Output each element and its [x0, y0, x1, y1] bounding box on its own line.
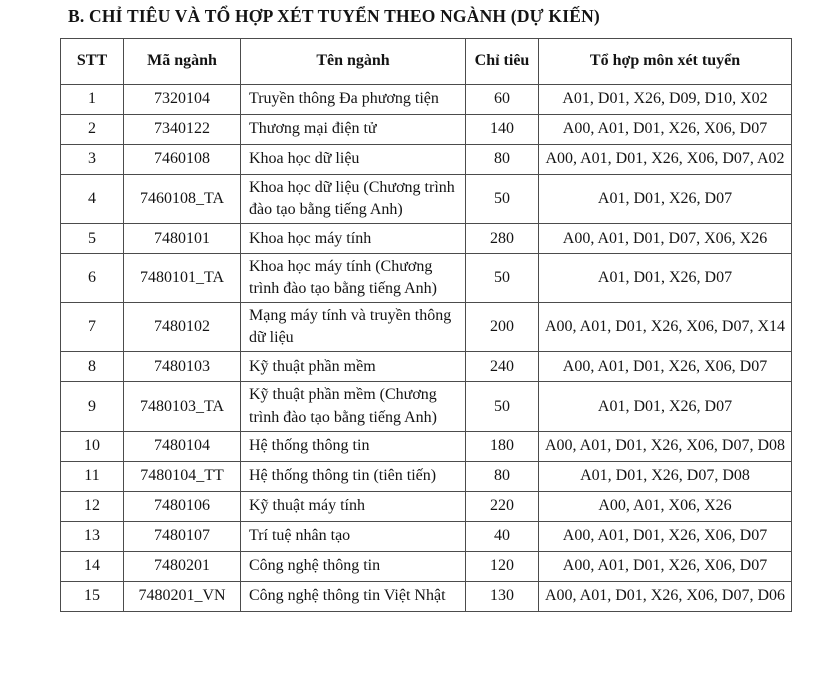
cell-combos: A00, A01, X06, X26: [539, 491, 792, 521]
cell-combos: A00, A01, D01, X26, X06, D07, D08: [539, 431, 792, 461]
cell-combos: A00, A01, D01, X26, X06, D07: [539, 115, 792, 145]
cell-major-name: Kỹ thuật phần mềm (Chương trình đào tạo bằng tiếng Anh): [241, 382, 466, 431]
cell-major-code: 7480201_VN: [124, 581, 241, 611]
cell-stt: 13: [61, 521, 124, 551]
cell-combos: A00, A01, D01, X26, X06, D07, D06: [539, 581, 792, 611]
header-major-name: Tên ngành: [241, 39, 466, 85]
cell-quota: 130: [466, 581, 539, 611]
cell-combos: A00, A01, D01, X26, X06, D07, A02: [539, 145, 792, 175]
cell-major-name: Hệ thống thông tin: [241, 431, 466, 461]
table-row: [61, 303, 792, 352]
table-row: [61, 145, 792, 175]
cell-major-name: Mạng máy tính và truyền thông dữ liệu: [241, 303, 466, 352]
cell-combos: A01, D01, X26, D07, D08: [539, 461, 792, 491]
cell-combos: A00, A01, D01, X26, X06, D07: [539, 551, 792, 581]
cell-major-code: 7480107: [124, 521, 241, 551]
table-row: [61, 382, 792, 431]
table-row: [61, 491, 792, 521]
table-row: [61, 224, 792, 254]
cell-stt: 9: [61, 382, 124, 431]
cell-major-name: Kỹ thuật máy tính: [241, 491, 466, 521]
cell-stt: 15: [61, 581, 124, 611]
cell-stt: 6: [61, 254, 124, 303]
header-combos: Tổ hợp môn xét tuyển: [539, 39, 792, 85]
cell-combos: A00, A01, D01, D07, X06, X26: [539, 224, 792, 254]
table-row: [61, 254, 792, 303]
cell-major-code: 7460108: [124, 145, 241, 175]
cell-stt: 1: [61, 85, 124, 115]
cell-major-code: 7480106: [124, 491, 241, 521]
cell-major-name: Kỹ thuật phần mềm: [241, 352, 466, 382]
cell-combos: A01, D01, X26, D07: [539, 254, 792, 303]
cell-quota: 120: [466, 551, 539, 581]
cell-quota: 180: [466, 431, 539, 461]
cell-major-name: Thương mại điện tử: [241, 115, 466, 145]
cell-quota: 200: [466, 303, 539, 352]
header-row: [61, 39, 792, 85]
cell-quota: 140: [466, 115, 539, 145]
cell-major-code: 7340122: [124, 115, 241, 145]
table-row: [61, 115, 792, 145]
cell-stt: 12: [61, 491, 124, 521]
cell-major-name: Khoa học dữ liệu: [241, 145, 466, 175]
cell-major-code: 7480104: [124, 431, 241, 461]
cell-quota: 80: [466, 145, 539, 175]
table-row: [61, 551, 792, 581]
cell-stt: 3: [61, 145, 124, 175]
cell-quota: 50: [466, 254, 539, 303]
cell-major-name: Khoa học máy tính (Chương trình đào tạo bằng tiếng Anh): [241, 254, 466, 303]
section-title: B. CHỈ TIÊU VÀ TỔ HỢP XÉT TUYỂN THEO NGÀNH (DỰ KIẾN): [68, 6, 600, 26]
cell-stt: 10: [61, 431, 124, 461]
table-row: [61, 521, 792, 551]
table-row: [61, 175, 792, 224]
cell-stt: 11: [61, 461, 124, 491]
cell-major-name: Khoa học dữ liệu (Chương trình đào tạo bằng tiếng Anh): [241, 175, 466, 224]
cell-combos: A00, A01, D01, X26, X06, D07, X14: [539, 303, 792, 352]
cell-stt: 4: [61, 175, 124, 224]
header-stt: STT: [61, 39, 124, 85]
cell-stt: 2: [61, 115, 124, 145]
cell-major-code: 7480103: [124, 352, 241, 382]
cell-stt: 5: [61, 224, 124, 254]
cell-major-code: 7480102: [124, 303, 241, 352]
cell-quota: 240: [466, 352, 539, 382]
cell-major-code: 7480101: [124, 224, 241, 254]
cell-quota: 40: [466, 521, 539, 551]
table-row: [61, 85, 792, 115]
table-row: [61, 581, 792, 611]
table-row: [61, 352, 792, 382]
cell-combos: A01, D01, X26, D07: [539, 382, 792, 431]
cell-major-name: Công nghệ thông tin: [241, 551, 466, 581]
cell-stt: 7: [61, 303, 124, 352]
cell-major-name: Truyền thông Đa phương tiện: [241, 85, 466, 115]
table-row: [61, 431, 792, 461]
cell-major-name: Trí tuệ nhân tạo: [241, 521, 466, 551]
cell-quota: 280: [466, 224, 539, 254]
cell-major-name: Công nghệ thông tin Việt Nhật: [241, 581, 466, 611]
cell-stt: 14: [61, 551, 124, 581]
header-major-code: Mã ngành: [124, 39, 241, 85]
table-row: [61, 461, 792, 491]
cell-combos: A00, A01, D01, X26, X06, D07: [539, 521, 792, 551]
cell-combos: A01, D01, X26, D09, D10, X02: [539, 85, 792, 115]
cell-major-name: Khoa học máy tính: [241, 224, 466, 254]
cell-quota: 60: [466, 85, 539, 115]
cell-major-code: 7480103_TA: [124, 382, 241, 431]
cell-stt: 8: [61, 352, 124, 382]
cell-combos: A01, D01, X26, D07: [539, 175, 792, 224]
cell-quota: 50: [466, 175, 539, 224]
cell-major-code: 7460108_TA: [124, 175, 241, 224]
cell-major-name: Hệ thống thông tin (tiên tiến): [241, 461, 466, 491]
table-body: [61, 85, 792, 612]
cell-combos: A00, A01, D01, X26, X06, D07: [539, 352, 792, 382]
cell-major-code: 7480201: [124, 551, 241, 581]
cell-major-code: 7480101_TA: [124, 254, 241, 303]
cell-major-code: 7480104_TT: [124, 461, 241, 491]
cell-quota: 50: [466, 382, 539, 431]
cell-quota: 80: [466, 461, 539, 491]
cell-quota: 220: [466, 491, 539, 521]
header-quota: Chỉ tiêu: [466, 39, 539, 85]
admission-quota-table: [60, 38, 792, 612]
cell-major-code: 7320104: [124, 85, 241, 115]
